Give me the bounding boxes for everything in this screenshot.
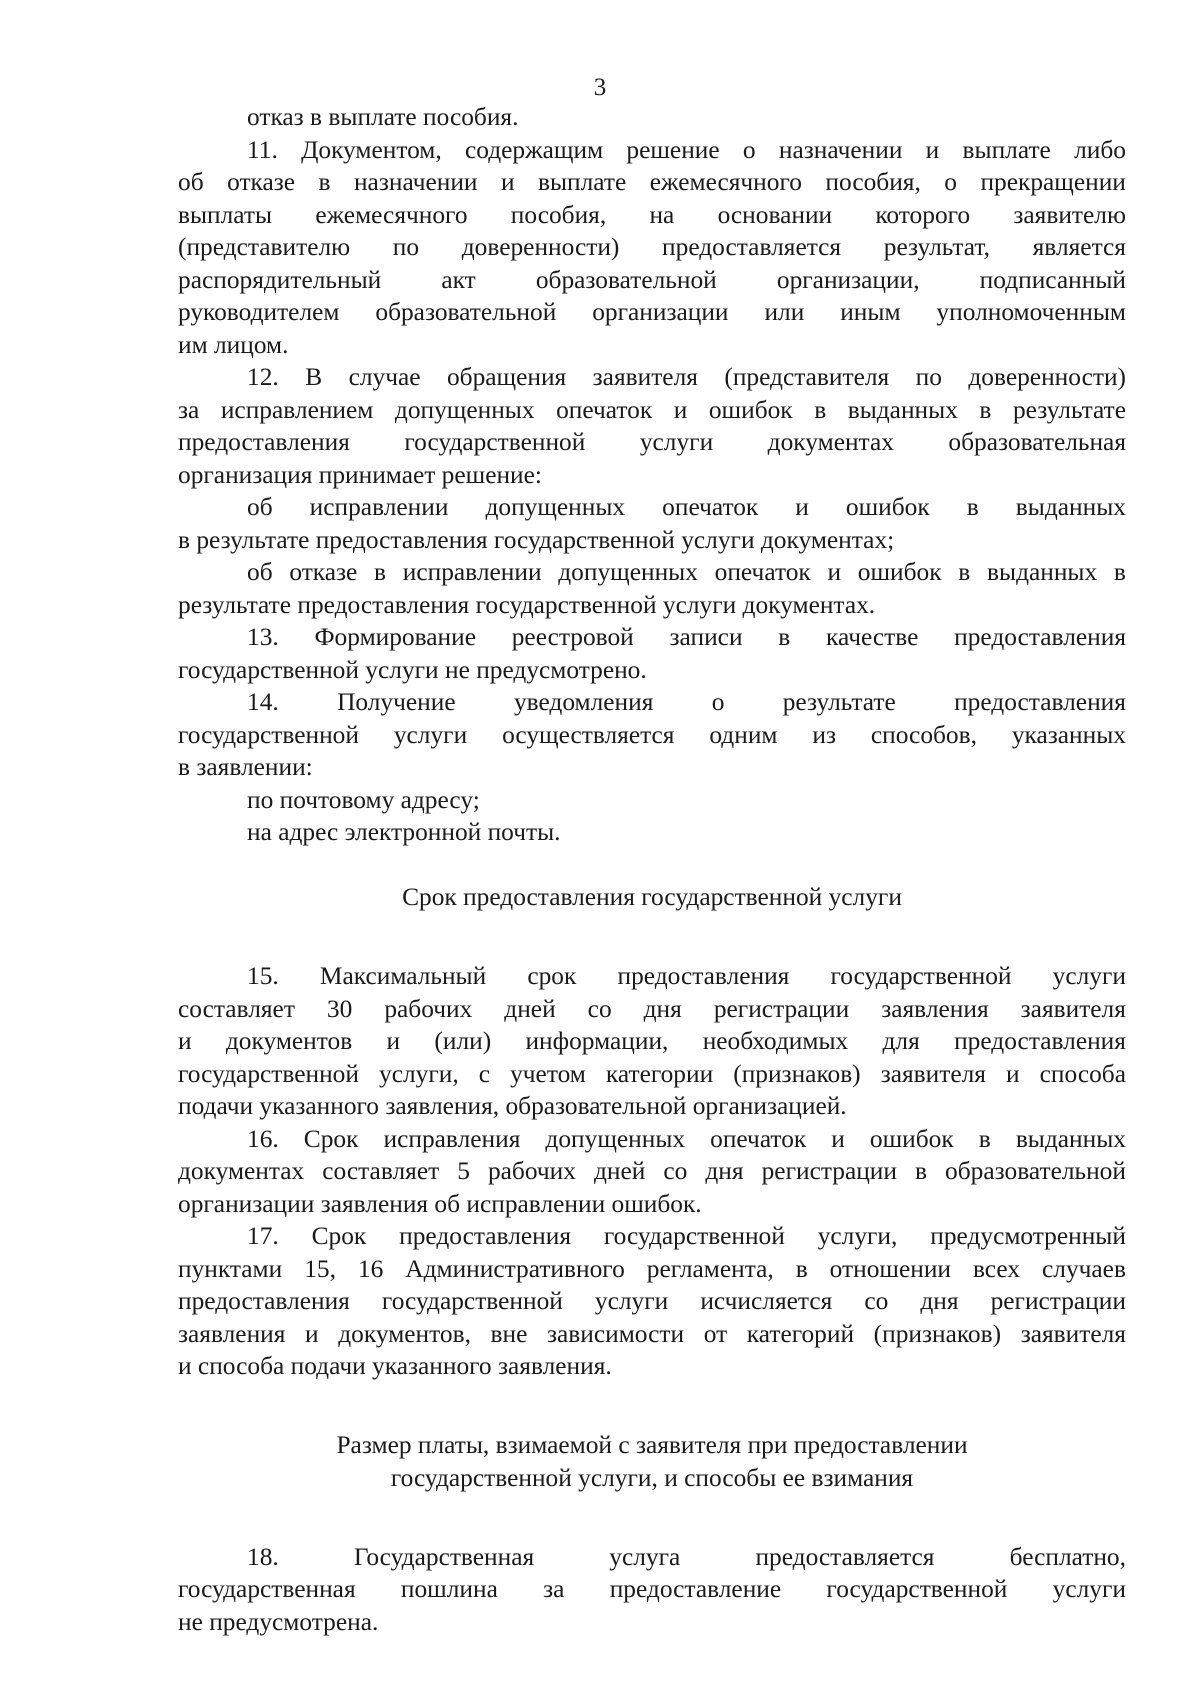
- word: исправлении: [402, 558, 542, 586]
- word: и: [827, 558, 842, 586]
- word: учетом: [510, 1059, 586, 1088]
- word: об: [247, 493, 273, 521]
- word: пособия,: [825, 168, 921, 196]
- word: ошибок: [869, 1124, 954, 1153]
- text-line: [178, 719, 1126, 752]
- word: и: [178, 1027, 192, 1055]
- word: ошибок: [857, 558, 942, 586]
- word: образовательная: [948, 428, 1126, 456]
- word: 14.: [247, 688, 279, 716]
- word: заявителя: [880, 1059, 986, 1088]
- word: доверенности): [968, 363, 1126, 391]
- word: отказе: [289, 558, 358, 586]
- word: и: [500, 168, 515, 196]
- word: регистрации: [713, 994, 850, 1023]
- text-line: [178, 426, 1126, 459]
- word: Получение: [337, 688, 456, 716]
- word: в: [778, 623, 791, 651]
- word: государственной: [178, 720, 359, 749]
- word: регламента,: [646, 1254, 774, 1283]
- word: об: [178, 168, 204, 196]
- word: из: [812, 720, 836, 749]
- word: Административного: [405, 1254, 625, 1283]
- word: дня: [643, 994, 682, 1023]
- word: образовательной: [375, 298, 557, 326]
- word: рабочих: [384, 994, 473, 1023]
- text-line: [178, 231, 1126, 264]
- text-line: [178, 1025, 1126, 1058]
- word: в: [814, 395, 827, 424]
- word: 15.: [247, 962, 279, 990]
- text-line: в заявлении:: [178, 753, 313, 781]
- word: дня: [705, 1157, 744, 1185]
- word: информации,: [525, 1027, 669, 1055]
- word: 16.: [247, 1124, 279, 1153]
- word: опечаток: [556, 395, 653, 424]
- word: услуги: [639, 428, 714, 456]
- word: предоставления: [954, 623, 1126, 651]
- text-line: им лицом.: [178, 330, 289, 359]
- word: государственной: [404, 428, 586, 456]
- word: выплате: [538, 168, 627, 196]
- word: документах: [178, 1157, 305, 1185]
- word: Максимальный: [319, 962, 487, 990]
- word: и: [305, 1319, 319, 1348]
- word: и: [1006, 1059, 1020, 1088]
- word: либо: [1074, 135, 1126, 164]
- word: всех: [972, 1254, 1021, 1283]
- text-line: организации заявления об исправлении ошибок.: [178, 1189, 702, 1218]
- word: заявителя: [1020, 994, 1126, 1023]
- word: в: [966, 493, 979, 521]
- word: (признаков): [733, 1059, 861, 1088]
- word: за: [543, 1575, 565, 1603]
- word: решение: [626, 135, 720, 164]
- text-line: не предусмотрена.: [178, 1607, 379, 1636]
- word: опечаток: [714, 558, 811, 586]
- word: государственной: [830, 962, 1012, 990]
- text-line: [178, 264, 1126, 297]
- text-line: [178, 686, 1126, 719]
- word: выплате: [962, 135, 1051, 164]
- word: акт: [441, 265, 476, 294]
- word: является: [1032, 233, 1126, 261]
- text-line: [178, 621, 1126, 654]
- word: предоставления: [178, 1287, 350, 1315]
- word: по: [915, 363, 942, 391]
- word: подписанный: [979, 265, 1126, 294]
- word: бесплатно,: [1009, 1542, 1126, 1571]
- text-line: [178, 166, 1126, 199]
- word: результате: [1012, 395, 1126, 424]
- word: в: [318, 168, 331, 196]
- word: руководителем: [178, 298, 340, 326]
- word: в: [374, 558, 387, 586]
- word: 5: [457, 1157, 470, 1185]
- word: или: [764, 298, 805, 326]
- word: государственная: [178, 1575, 356, 1603]
- word: составляет: [322, 1157, 440, 1185]
- word: результат,: [883, 233, 990, 261]
- word: выданных: [1015, 1124, 1126, 1153]
- word: от: [703, 1319, 728, 1348]
- word: доверенности): [461, 233, 620, 261]
- text-line: [178, 1220, 1126, 1253]
- text-line: [178, 960, 1126, 993]
- word: иным: [840, 298, 901, 326]
- section-heading: Размер платы, взимаемой с заявителя при предоставлении: [336, 1431, 968, 1459]
- word: в: [958, 558, 971, 586]
- text-line: государственной услуги не предусмотрено.: [178, 655, 647, 684]
- word: реестровой: [511, 623, 634, 651]
- word: документов,: [338, 1319, 471, 1348]
- word: о: [742, 135, 756, 164]
- word: 15,: [304, 1254, 336, 1283]
- word: услуги: [393, 720, 468, 749]
- word: допущенных: [485, 493, 626, 521]
- page-number: 3: [593, 74, 607, 101]
- word: и: [925, 135, 940, 164]
- word: предусмотренный: [930, 1222, 1126, 1250]
- word: государственной: [826, 1575, 1008, 1603]
- word: заявителя: [1020, 1319, 1126, 1348]
- word: со: [663, 1157, 688, 1185]
- text-line: [178, 394, 1126, 427]
- word: составляет: [178, 994, 295, 1023]
- word: (представителю: [178, 233, 351, 261]
- word: выданных: [987, 558, 1098, 586]
- word: государственной: [603, 1222, 785, 1250]
- word: 13.: [247, 623, 279, 651]
- word: Формирование: [314, 623, 476, 651]
- word: заявления: [881, 994, 989, 1023]
- text-line: [178, 1318, 1126, 1351]
- word: организации,: [776, 265, 920, 294]
- word: регистрации: [761, 1157, 897, 1185]
- word: со: [587, 994, 612, 1023]
- word: опечаток: [710, 1124, 807, 1153]
- word: указанных: [1011, 720, 1126, 749]
- word: предоставления: [617, 962, 790, 990]
- word: услуга: [609, 1542, 681, 1571]
- word: предоставления: [954, 688, 1126, 716]
- word: способов,: [870, 720, 977, 749]
- word: вне: [490, 1319, 528, 1348]
- word: исчисляется: [700, 1287, 833, 1315]
- word: допущенных: [394, 395, 535, 424]
- word: рабочих: [487, 1157, 576, 1185]
- word: Документом,: [301, 135, 442, 164]
- word: ошибок: [845, 493, 930, 521]
- word: выданных: [847, 395, 958, 424]
- word: ежемесячного: [315, 200, 468, 229]
- word: необходимых: [702, 1027, 849, 1055]
- text-line: на адрес электронной почты.: [247, 818, 561, 846]
- word: в: [979, 395, 992, 424]
- word: с: [478, 1059, 491, 1088]
- word: на: [649, 200, 675, 229]
- word: выплаты: [178, 200, 273, 229]
- word: и: [831, 1124, 845, 1153]
- word: отношении: [829, 1254, 951, 1283]
- word: 18.: [247, 1542, 279, 1571]
- word: предоставления: [178, 428, 350, 456]
- text-line: отказ в выплате пособия.: [247, 103, 519, 131]
- word: назначении: [353, 168, 478, 196]
- word: осуществляется: [502, 720, 675, 749]
- word: категорий: [746, 1319, 855, 1348]
- word: записи: [669, 623, 743, 651]
- word: случаев: [1042, 1254, 1126, 1283]
- word: образовательной: [535, 265, 717, 294]
- word: (представителя: [724, 363, 890, 391]
- text-line: [178, 1285, 1126, 1318]
- word: в: [915, 1157, 928, 1185]
- word: услуги,: [817, 1222, 898, 1250]
- text-line: в результате предоставления государственной услуги документах;: [178, 525, 895, 554]
- word: пунктами: [178, 1254, 283, 1283]
- word: срок: [527, 962, 577, 990]
- word: прекращении: [980, 168, 1126, 196]
- word: исправлением: [220, 395, 374, 424]
- word: отказе: [227, 168, 296, 196]
- word: опечаток: [662, 493, 759, 521]
- word: предоставление: [609, 1575, 782, 1603]
- word: обращения: [446, 363, 567, 391]
- text-line: [178, 134, 1126, 167]
- word: государственной: [178, 1059, 359, 1088]
- word: Срок: [311, 1222, 367, 1250]
- word: одним: [709, 720, 778, 749]
- section-heading: государственной услуги, и способы ее взимания: [390, 1463, 914, 1492]
- word: образовательной: [945, 1157, 1126, 1185]
- word: об: [247, 558, 273, 586]
- word: исправлении: [309, 493, 449, 521]
- word: уполномоченным: [936, 298, 1126, 326]
- text-line: подачи указанного заявления, образовательной организацией.: [178, 1092, 847, 1120]
- word: организации: [592, 298, 729, 326]
- text-line: [178, 1155, 1126, 1188]
- word: (признаков): [873, 1319, 1002, 1348]
- text-line: [178, 199, 1126, 232]
- word: о: [944, 168, 957, 196]
- word: (или): [434, 1027, 492, 1055]
- text-line: [178, 1058, 1126, 1091]
- word: зависимости: [547, 1319, 685, 1348]
- word: пошлина: [400, 1575, 498, 1603]
- document-body: [178, 101, 1126, 1638]
- word: за: [178, 395, 200, 424]
- word: допущенных: [558, 558, 698, 586]
- word: выданных: [1015, 493, 1126, 521]
- text-line: результате предоставления государственной услуги документах.: [178, 590, 876, 619]
- word: услуги,: [379, 1059, 459, 1088]
- word: результате: [782, 688, 896, 716]
- word: 30: [326, 994, 353, 1023]
- word: и: [386, 1027, 401, 1055]
- word: заявителю: [1013, 200, 1126, 229]
- word: Государственная: [353, 1542, 535, 1571]
- text-line: [178, 296, 1126, 329]
- word: со: [864, 1287, 889, 1315]
- word: для: [882, 1027, 920, 1055]
- word: 11.: [247, 135, 278, 164]
- word: которого: [875, 200, 971, 229]
- word: предоставляется: [755, 1542, 935, 1571]
- word: случае: [348, 363, 421, 391]
- word: о: [711, 688, 725, 716]
- word: В: [305, 363, 323, 391]
- word: дней: [593, 1157, 646, 1185]
- word: 16: [357, 1254, 384, 1283]
- text-line: [178, 491, 1126, 524]
- word: в: [1113, 558, 1126, 586]
- word: регистрации: [990, 1287, 1126, 1315]
- word: ошибок: [708, 395, 793, 424]
- text-line: [178, 1541, 1126, 1574]
- text-line: [178, 556, 1126, 589]
- word: основании: [717, 200, 833, 229]
- text-line: [178, 993, 1126, 1026]
- word: в: [795, 1254, 808, 1283]
- word: исправления: [383, 1124, 521, 1153]
- word: дней: [504, 994, 556, 1023]
- word: 17.: [247, 1222, 279, 1250]
- word: способа: [1039, 1059, 1126, 1088]
- section-heading: Срок предоставления государственной услуги: [402, 883, 902, 911]
- word: государственной: [381, 1287, 563, 1315]
- word: категории: [605, 1059, 714, 1088]
- text-line: [178, 361, 1126, 394]
- word: услуги: [1052, 962, 1126, 990]
- text-line: по почтовому адресу;: [247, 785, 480, 814]
- word: заявителя: [592, 363, 698, 391]
- word: уведомления: [513, 688, 654, 716]
- word: содержащим: [465, 135, 604, 164]
- word: услуги: [1052, 1575, 1126, 1603]
- word: пособия,: [510, 200, 607, 229]
- word: распорядительный: [178, 265, 382, 294]
- word: ежемесячного: [649, 168, 802, 196]
- word: услуги: [594, 1287, 669, 1315]
- word: предоставления: [399, 1222, 571, 1250]
- text-line: [178, 1573, 1126, 1606]
- word: допущенных: [545, 1124, 686, 1153]
- word: документах: [767, 428, 894, 456]
- word: и: [795, 493, 809, 521]
- word: и: [673, 395, 688, 424]
- text-line: и способа подачи указанного заявления.: [178, 1352, 612, 1380]
- text-line: [178, 1253, 1126, 1286]
- word: предоставления: [954, 1027, 1126, 1055]
- word: по: [392, 233, 420, 261]
- word: заявления: [178, 1319, 286, 1348]
- word: назначении: [778, 135, 903, 164]
- word: документов: [225, 1027, 353, 1055]
- word: дня: [920, 1287, 959, 1315]
- word: качестве: [826, 623, 919, 651]
- word: предоставляется: [662, 233, 842, 261]
- word: Срок: [303, 1124, 359, 1153]
- text-line: организация принимает решение:: [178, 460, 542, 489]
- word: в: [978, 1124, 991, 1153]
- word: 12.: [247, 363, 279, 391]
- text-line: [178, 1123, 1126, 1156]
